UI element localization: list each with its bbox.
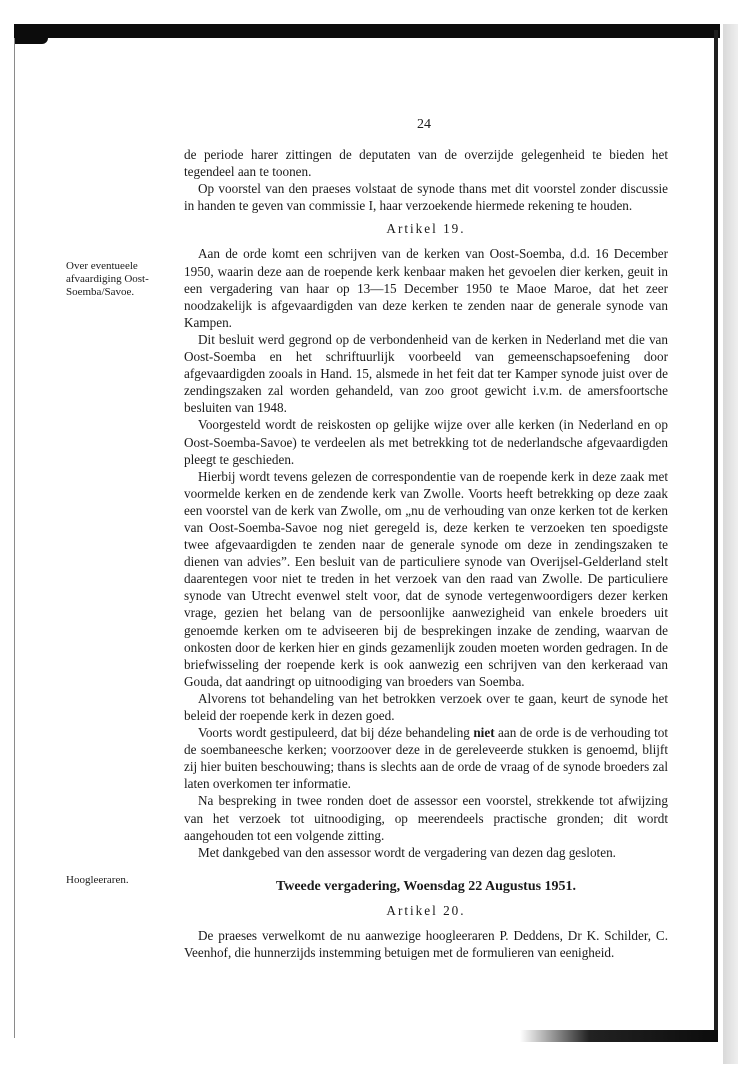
article-20-heading: Artikel 20. [386,902,466,918]
article-19-heading: Artikel 19. [386,221,466,237]
article-19-paragraph-6-start: Voorts wordt gestipuleerd, dat bij déze behandeling [198,725,474,741]
margin-note-article-19: Over eventueele afvaardiging Oost-Soemba/Savoe. [66,260,149,298]
article-20-body [184,927,668,961]
page-number: 24 [417,117,431,132]
scan-border-left [14,38,15,1038]
document-body [184,146,668,961]
article-19-paragraph-2: Dit besluit werd gegrond op de verbondenheid van de kerken in Nederland met die van Oost-Soemba en het schriftuurlijk voorbeeld van gemeenschapsoefening door afgevaardigden zooals in Hand. 15, alsmede in het feit dat ter Kamper synode juist over de zendingszaken zal worden gehandeld, van zoo groot gewicht i.v.m. de amersfoortsche besluiten van 1948. [184,331,668,416]
emphasis-niet: niet [473,725,495,741]
article-19-paragraph-8: Met dankgebed van den assessor wordt de vergadering van dezen dag gesloten. [198,844,616,860]
intro-paragraph-2: Op voorstel van den praeses volstaat de synode thans met dit voorstel zonder discussie in handen te geven van commissie I, haar verzoekende hiermede rekening te houden. [184,181,668,214]
article-19-paragraph-1: Aan de orde komt een schrijven van de kerken van Oost-Soemba, d.d. 16 December 1950, waarin deze aan de roepende kerk kenbaar maken het gevoelen dier kerken, geuit in een vergadering van haar op 13—15 December 1950 te Maoe Maroe, dat het zeer noodzakelijk is afgevaardigden van deze kerken te zenden naar de generale synode van Kampen. [184,246,668,330]
article-19-paragraph-7: Na bespreking in twee ronden doet de assessor een voorstel, strekkende tot afwijzing van het verzoek tot uitnoodiging, op meerendeels practische gronden; dit wordt aangehouden tot een volgende zitting. [184,793,668,843]
article-19-paragraph-4: Hierbij wordt tevens gelezen de correspondentie van de roepende kerk in deze zaak met voormelde kerken en de zendende kerk van Zwolle. Voorts heeft betrekking op deze zaak een voorstel van de kerk van Zwolle, om „nu de verhouding van onze kerken tot de kerken van Oost-Soemba-Savoe nog niet geregeld is, deze kerken te verzoeken ten spoedigste twee afgevaardigden te zenden naar de generale synode om deze in zendingszaken te dienen van advies”. Een besluit van de particuliere synode van Overijsel-Gelderland stelt daarentegen voor niet te treden in het verzoek van den raad van Zwolle. De particuliere synode van Utrecht evenwel stelt voor, dat de synode vertegenwoordigers dezer kerken vrage, gezien het belang van de persoonlijke aanwezigheid van enkele broeders uit genoemde kerken om te adviseeren bij de besprekingen inzake de zending, waarvan de onkosten door de kerken hier en ginds gezamenlijk zouden moeten worden gedragen. In de briefwisseling der roepende kerk is ook aanwezig een schrijven van den kerkeraad van Gouda, dat aandringt op uitnoodiging van broeders van Soemba. [184,468,668,689]
margin-note-article-20: Hoogleeraren. [66,874,129,886]
scan-border-notch [14,38,48,44]
article-19-paragraph-6 [184,724,668,792]
article-19-paragraph-6-end: aan de orde is de verhouding tot de soembaneesche kerken; voorzoover deze in de gereleveerde stukken is genoemd, blijft zij hier buiten beschouwing; thans is slechts aan de orde de vraag of de synode broeders zal laten overkomen ter informatie. [184,725,668,792]
scan-border-right [720,24,738,1064]
meeting-heading: Tweede vergadering, Woensdag 22 Augustus 1951. [275,878,577,894]
article-19-body [184,245,668,860]
scan-border-bottom [520,1030,718,1042]
article-19-paragraph-5: Alvorens tot behandeling van het betrokken verzoek over te gaan, keurt de synode het beleid der roepende kerk in dezen goed. [184,690,668,723]
scan-border-top [14,24,738,38]
article-19-paragraph-3: Voorgesteld wordt de reiskosten op gelijke wijze over alle kerken (in Nederland en op Oost-Soemba-Savoe) te verdeelen als met betrekking tot de nederlandsche afgevaardigden pleegt te geschieden. [184,417,668,467]
article-20-paragraph-1: De praeses verwelkomt de nu aanwezige hoogleeraren P. Deddens, Dr K. Schilder, C. Veenhof, die hunnerzijds instemming betuigen met de formulieren van eenigheid. [184,927,668,961]
intro-paragraph-1: de periode harer zittingen de deputaten van de overzijde gelegenheid te bieden het tegendeel aan te toonen. [184,147,668,180]
scan-page-edge-shadow [714,30,718,1042]
